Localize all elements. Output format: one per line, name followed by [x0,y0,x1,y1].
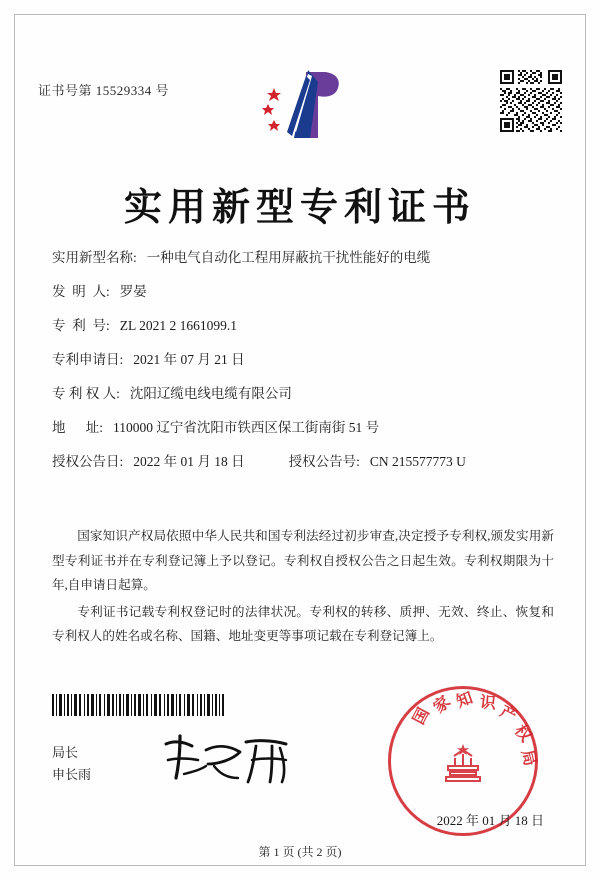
body-paragraph-2: 专利证书记载专利权登记时的法律状况。专利权的转移、质押、无效、终止、恢复和专利权人的姓名或名称、国籍、地址变更等事项记载在专利登记簿上。 [52,604,554,644]
field-row-application-date [52,348,554,368]
field-value: 一种电气自动化工程用屏蔽抗干扰性能好的电缆 [146,250,431,265]
field-value: ZL 2021 2 1661099.1 [119,318,238,333]
grant-number-value: CN 215577773 U [369,454,466,469]
seal-char-4: 产 [497,703,520,726]
certificate-number: 证书号第 15529334 号 [38,83,170,98]
cnipa-logo [246,66,354,144]
handwritten-signature [160,730,300,790]
field-label: 地 址: [52,420,104,435]
signature-block [52,742,91,786]
qr-code [500,70,562,132]
national-emblem-icon [436,744,490,790]
signature-name-label: 申长雨 [52,767,92,783]
field-row-address [52,416,554,436]
seal-char-5: 权 [510,722,535,746]
field-value: 2021 年 07 月 21 日 [133,352,245,367]
seal-char-1: 家 [430,693,454,717]
barcode [52,694,224,716]
seal-date: 2022 年 01 月 18 日 [436,813,544,828]
field-value: 沈阳辽缆电线电缆有限公司 [129,386,292,401]
seal-char-0: 国 [410,705,434,728]
field-label: 专 利 权 人: [52,386,120,401]
body-text [52,524,554,651]
field-label: 实用新型名称: [52,250,137,265]
field-row-grant [52,450,554,470]
field-label: 发 明 人: [52,284,110,299]
field-row-patent-number [52,314,554,334]
field-value: 110000 辽宁省沈阳市铁西区保工街南街 51 号 [113,420,380,435]
field-row-inventor [52,280,554,300]
field-label: 专利申请日: [52,352,124,367]
field-row-patentee [52,382,554,402]
seal-char-2: 知 [454,689,476,712]
field-list [52,246,554,484]
page-title: 实用新型专利证书 [123,187,476,229]
body-paragraph-1: 国家知识产权局依照中华人民共和国专利法经过初步审查,决定授予专利权,颁发实用新型专利证书并在专利登记簿上予以登记。专利权自授权公告之日起生效。专利权期限为十年,自申请日起算。 [52,529,554,593]
seal-char-6: 局 [517,748,539,768]
grant-date-value: 2022 年 01 月 18 日 [133,454,245,469]
page-footer: 第 1 页 (共 2 页) [258,845,342,859]
signature-role-label: 局长 [52,745,79,760]
grant-number-label: 授权公告号: [288,454,360,469]
field-label: 专 利 号: [52,318,110,333]
field-row-name [52,246,554,266]
grant-date-label: 授权公告日: [52,454,124,469]
seal-char-3: 识 [479,694,497,713]
field-value: 罗晏 [119,284,147,299]
